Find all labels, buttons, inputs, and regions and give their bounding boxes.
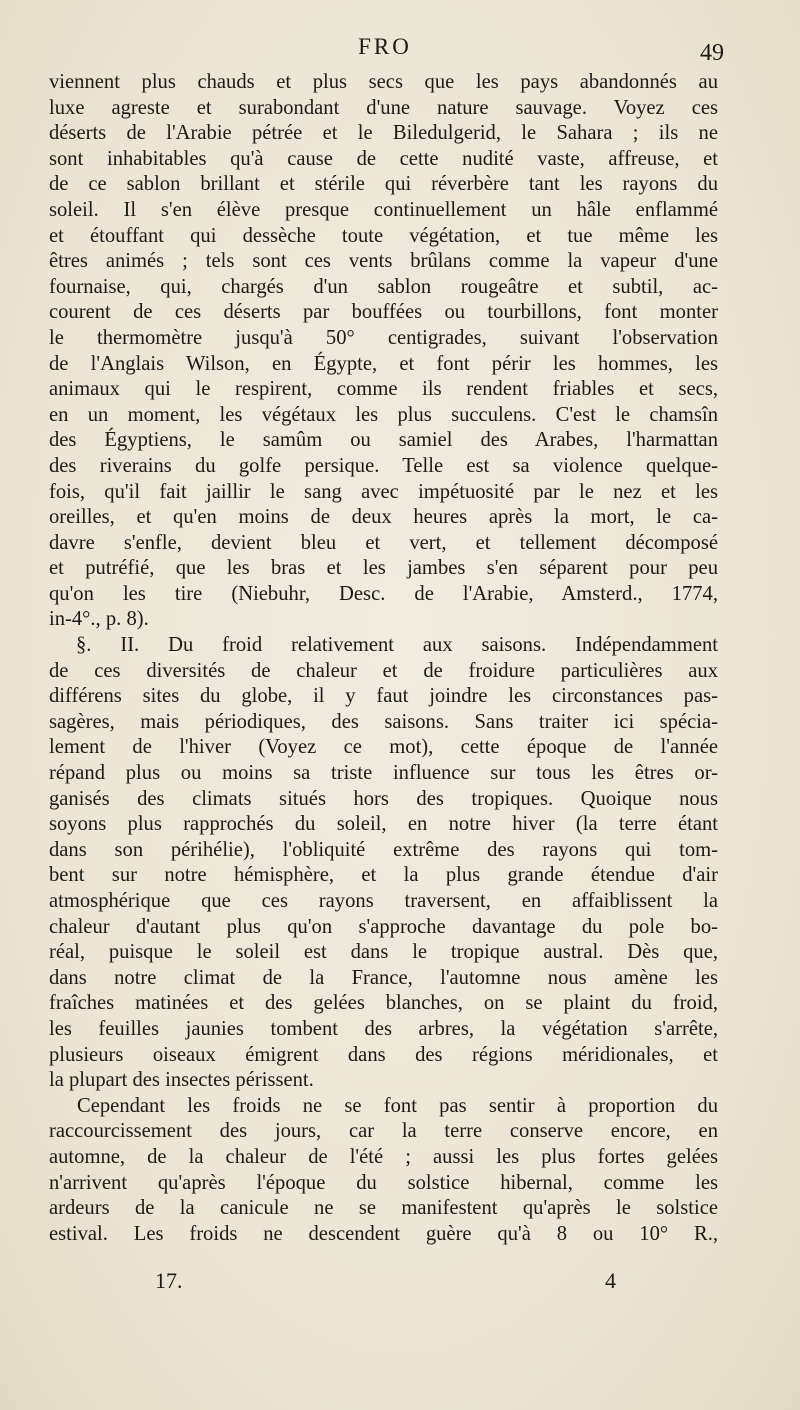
text-line: des riverains du golfe persique. Telle est sa violence quelque-	[49, 454, 718, 477]
text-line: ganisés des climats situés hors des tropiques. Quoique nous	[49, 787, 718, 810]
text-line: in-4°., p. 8).	[49, 608, 149, 631]
text-line: de ces diversités de chaleur et de froidure particulières aux	[49, 659, 718, 682]
text-line: fournaise, qui, chargés d'un sablon rougeâtre et subtil, ac-	[49, 275, 718, 298]
text-line: sagères, mais périodiques, des saisons. Sans traiter ici spécia-	[49, 710, 718, 733]
text-line: davre s'enfle, devient bleu et vert, et tellement décomposé	[49, 531, 718, 554]
text-line: luxe agreste et surabondant d'une nature sauvage. Voyez ces	[49, 96, 718, 119]
text-line: fraîches matinées et des gelées blanches, on se plaint du froid,	[49, 992, 718, 1015]
text-line: dans son périhélie), l'obliquité extrême des rayons qui tom-	[49, 838, 718, 861]
text-line: raccourcissement des jours, car la terre conserve encore, en	[49, 1120, 718, 1143]
text-line: et étouffant qui dessèche toute végétation, et tue même les	[49, 224, 718, 247]
text-line: sont inhabitables qu'à cause de cette nudité vaste, affreuse, et	[49, 147, 718, 170]
page-header	[52, 34, 724, 68]
text-line: atmosphérique que ces rayons traversent, en affaiblissent la	[49, 890, 718, 912]
text-line: êtres animés ; tels sont ces vents brûlans comme la vapeur d'une	[49, 250, 718, 273]
text-line: les feuilles jaunies tombent des arbres, la végétation s'arrête,	[49, 1017, 718, 1040]
text-line: dans notre climat de la France, l'automne nous amène les	[49, 966, 718, 989]
text-line: qu'on les tire (Niebuhr, Desc. de l'Arabie, Amsterd., 1774,	[49, 582, 718, 605]
page-number: 49	[700, 40, 724, 66]
text-line: bent sur notre hémisphère, et la plus grande étendue d'air	[49, 864, 718, 887]
text-line: oreilles, et qu'en moins de deux heures après la mort, le ca-	[49, 506, 718, 529]
text-line: en un moment, les végétaux les plus succulens. C'est le chamsîn	[49, 403, 718, 426]
text-line: automne, de la chaleur de l'été ; aussi les plus fortes gelées	[49, 1145, 718, 1168]
text-line: soleil. Il s'en élève presque continuellement un hâle enflammé	[49, 198, 718, 221]
text-line: de l'Anglais Wilson, en Égypte, et font périr les hommes, les	[49, 352, 718, 375]
signature-mark: 17.	[155, 1268, 183, 1293]
text-line: animaux qui le respirent, comme ils rendent friables et secs,	[49, 378, 718, 401]
text-line: estival. Les froids ne descendent guère qu'à 8 ou 10° R.,	[49, 1222, 718, 1245]
text-line: plusieurs oiseaux émigrent dans des régions méridionales, et	[49, 1043, 718, 1066]
page-footer	[49, 1268, 718, 1302]
text-line: viennent plus chauds et plus secs que les pays abandonnés au	[49, 71, 718, 93]
text-line: des Égyptiens, le samûm ou samiel des Arabes, l'harmattan	[49, 429, 718, 452]
text-line: lement de l'hiver (Voyez ce mot), cette époque de l'année	[49, 736, 718, 759]
text-line: répand plus ou moins sa triste influence sur tous les êtres or-	[49, 762, 718, 785]
text-line: différens sites du globe, il y faut joindre les circonstances pas-	[49, 685, 718, 708]
paragraph-first-line: Cependant les froids ne se font pas sentir à proportion du	[77, 1094, 718, 1117]
text-line: la plupart des insectes périssent.	[49, 1069, 314, 1092]
text-line: le thermomètre jusqu'à 50° centigrades, suivant l'observation	[49, 326, 718, 349]
text-line: et putréfié, que les bras et les jambes s'en séparent pour peu	[49, 557, 718, 580]
text-line: de ce sablon brillant et stérile qui réverbère tant les rayons du	[49, 173, 718, 196]
text-line: soyons plus rapprochés du soleil, en notre hiver (la terre étant	[49, 813, 718, 836]
text-line: réal, puisque le soleil est dans le tropique austral. Dès que,	[49, 941, 718, 964]
body-text	[49, 70, 718, 1247]
text-line: courent de ces déserts par bouffées ou tourbillons, font monter	[49, 301, 718, 324]
text-line: chaleur d'autant plus qu'on s'approche davantage du pole bo-	[49, 915, 718, 938]
sheet-number: 4	[605, 1268, 616, 1293]
text-line: ardeurs de la canicule ne se manifestent qu'après le solstice	[49, 1197, 718, 1220]
text-line: n'arrivent qu'après l'époque du solstice hibernal, comme les	[49, 1171, 718, 1194]
running-head: FRO	[358, 34, 412, 59]
text-line: fois, qu'il fait jaillir le sang avec impétuosité par le nez et les	[49, 480, 718, 503]
section-heading-line: §. II. Du froid relativement aux saisons. Indépendamment	[76, 634, 718, 657]
text-line: déserts de l'Arabie pétrée et le Biledulgerid, le Sahara ; ils ne	[49, 122, 718, 145]
